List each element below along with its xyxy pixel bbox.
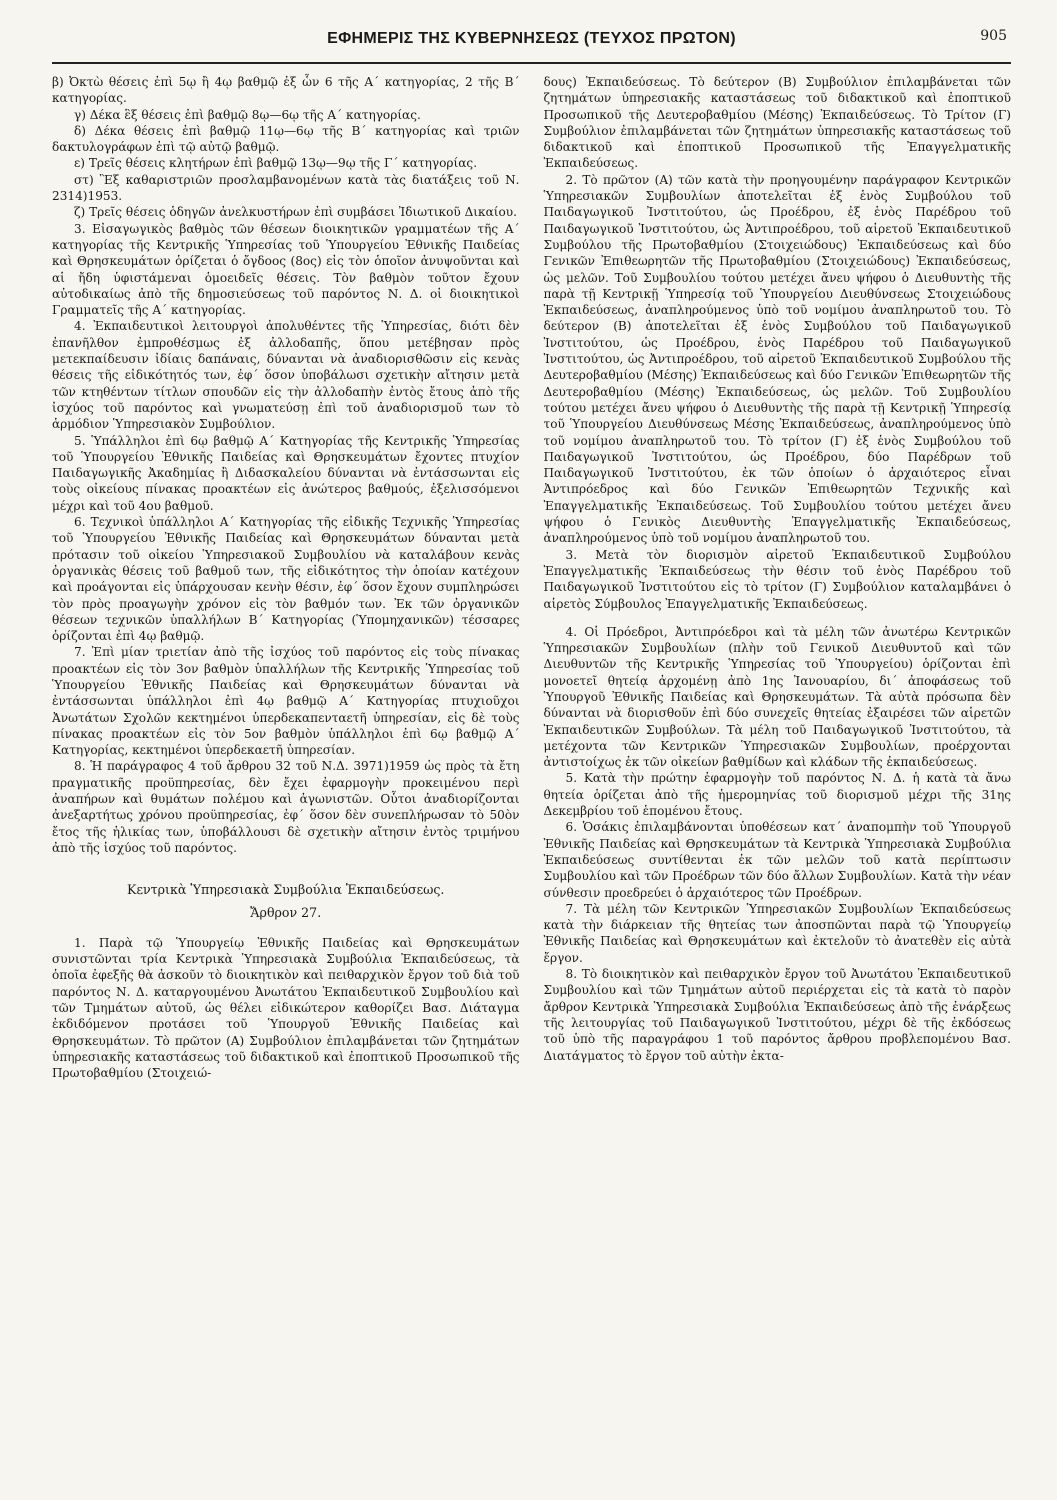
paragraph: 6. Ὁσάκις ἐπιλαμβάνονται ὑποθέσεων κατ΄ ἀναπομπὴν τοῦ Ὑπουργοῦ Ἐθνικῆς Παιδείας καὶ Θρησκευμάτων τὰ Κεντρικὰ Ὑπηρεσιακὰ Συμβούλια Ἐκπαιδεύσεως συντίθενται ἐκ τῶν μελῶν τοῦ κατὰ περίπτωσιν Συμβουλίου καὶ τῶν Προέδρων τῶν δύο ἄλλων Συμβουλίων. Κατὰ τὴν νέαν σύνθεσιν προεδρεύει ὁ ἀρχαιότερος τῶν Προέδρων. (543, 820, 1011, 900)
left-column (52, 74, 520, 1082)
right-column (544, 74, 1012, 1082)
gazette-title: ΕΦΗΜΕΡΙΣ ΤΗΣ ΚΥΒΕΡΝΗΣΕΩΣ (ΤΕΥΧΟΣ ΠΡΩΤΟΝ) (327, 30, 736, 47)
paragraph: στ) Ἓξ καθαριστριῶν προσλαμβανομένων κατὰ τὰς διατάξεις τοῦ Ν. 2314)1953. (52, 172, 520, 204)
page-number: 905 (980, 28, 1007, 44)
paragraph: γ) Δέκα ἓξ θέσεις ἐπὶ βαθμῷ 8ῳ—6ῳ τῆς Α΄ κατηγορίας. (74, 107, 421, 122)
paragraph: 4. Οἱ Πρόεδροι, Ἀντιπρόεδροι καὶ τὰ μέλη τῶν ἀνωτέρω Κεντρικῶν Ὑπηρεσιακῶν Συμβουλίων (πλὴν τοῦ Γενικοῦ Διευθυντοῦ καὶ τῶν Διευθυντῶν τῆς Κεντρικῆς Ὑπηρεσίας τοῦ Ὑπουργείου) ὁρίζονται ἐπὶ μονοετεῖ θητείᾳ ἀρχομένῃ ἀπὸ 1ης Ἰανουαρίου, δι΄ ἀποφάσεως τοῦ Ὑπουργοῦ Ἐθνικῆς Παιδείας καὶ Θρησκευμάτων. Τὰ αὐτὰ πρόσωπα δὲν δύνανται νὰ διορισθοῦν ἐπὶ δύο συνεχεῖς θητείας ἐξαιρέσει τῶν αἱρετῶν Ἐκπαιδευτικῶν Συμβούλων. Τὰ μέλη τοῦ Παιδαγωγικοῦ Ἰνστιτούτου, τὰ μετέχοντα τῶν Κεντρικῶν Ὑπηρεσιακῶν Συμβουλίων, προέρχονται ἀντιστοίχως ἐκ τῶν οἰκείων βαθμίδων καὶ κλάδων τῆς ἐκπαιδεύσεως. (543, 624, 1011, 770)
paragraph: 2. Τὸ πρῶτον (Α) τῶν κατὰ τὴν προηγουμένην παράγραφον Κεντρικῶν Ὑπηρεσιακῶν Συμβουλίων ἀποτελεῖται ἐξ ἑνὸς Συμβούλου τοῦ Παιδαγωγικοῦ Ἰνστιτούτου, ὡς Προέδρου, ἐξ ἑνὸς Παρέδρου τοῦ Παιδαγωγικοῦ Ἰνστιτούτου, ὡς Ἀντιπροέδρου, τοῦ αἱρετοῦ Ἐκπαιδευτικοῦ Συμβούλου τῆς Πρωτοβαθμίου (Στοιχειώδους) Ἐκπαιδεύσεως καὶ δύο Γενικῶν Ἐπιθεωρητῶν τῆς Πρωτοβαθμίου (Στοιχειώδους) Ἐκπαιδεύσεως, ὡς μελῶν. Τοῦ Συμβουλίου τούτου μετέχει ἄνευ ψήφου ὁ Διευθυντὴς τῆς παρὰ τῇ Κεντρικῇ Ὑπηρεσίᾳ τοῦ Ὑπουργείου Διευθύνσεως Στοιχειώδους Ἐκπαιδεύσεως, ἀναπληρούμενος ὑπὸ τοῦ νομίμου ἀναπληρωτοῦ του. Τὸ δεύτερον (Β) ἀποτελεῖται ἐξ ἑνὸς Συμβούλου τοῦ Παιδαγωγικοῦ Ἰνστιτούτου, ὡς Προέδρου, ἑνὸς Παρέδρου τοῦ Παιδαγωγικοῦ Ἰνστιτούτου, ὡς Ἀντιπροέδρου, τοῦ αἱρετοῦ Ἐκπαιδευτικοῦ Συμβούλου τῆς Δευτεροβαθμίου (Μέσης) Ἐκπαιδεύσεως καὶ δύο Γενικῶν Ἐπιθεωρητῶν τῆς Δευτεροβαθμίου (Μέσης) Ἐκπαιδεύσεως, ὡς μελῶν. Τοῦ Συμβουλίου τούτου μετέχει ἄνευ ψήφου ὁ Διευθυντὴς τῆς παρὰ τῇ Κεντρικῇ Ὑπηρεσίᾳ τοῦ Ὑπουργείου Διευθύνσεως Μέσης Ἐκπαιδεύσεως, ἀναπληρούμενος ὑπὸ τοῦ νομίμου ἀναπληρωτοῦ του. Τὸ τρίτον (Γ) ἐξ ἑνὸς Συμβούλου τοῦ Παιδαγωγικοῦ Ἰνστιτούτου, ὡς Προέδρου, δύο Παρέδρων τοῦ Παιδαγωγικοῦ Ἰνστιτούτου, ἐκ τῶν ὁποίων ὁ ἀρχαιότερος εἶναι Ἀντιπρόεδρος καὶ δύο Γενικῶν Ἐπιθεωρητῶν Τεχνικῆς καὶ Ἐπαγγελματικῆς Ἐκπαιδεύσεως. Τοῦ Συμβουλίου τούτου μετέχει ἄνευ ψήφου ὁ Γενικὸς Διευθυντὴς Ἐπαγγελματικῆς Ἐκπαιδεύσεως, ἀναπληρούμενος ὑπὸ τοῦ νομίμου ἀναπληρωτοῦ του. (543, 172, 1011, 546)
paragraph: 5. Ὑπάλληλοι ἐπὶ 6ῳ βαθμῷ Α΄ Κατηγορίας τῆς Κεντρικῆς Ὑπηρεσίας τοῦ Ὑπουργείου Ἐθνικῆς Παιδείας καὶ Θρησκευμάτων ἔχοντες πτυχίον Παιδαγωγικῆς Ἀκαδημίας ἢ Διδασκαλείου δύνανται νὰ ἐντάσσωνται εἰς τοὺς οἰκείους πίνακας προακτέων εἰς ἀνώτερος βαθμούς, ἐξελισσόμενοι μέχρι καὶ τοῦ 4ου βαθμοῦ. (52, 433, 520, 513)
page-header (52, 28, 1011, 54)
paragraph: ε) Τρεῖς θέσεις κλητήρων ἐπὶ βαθμῷ 13ῳ—9ῳ τῆς Γ΄ κατηγορίας. (74, 156, 478, 171)
spacer (544, 612, 1012, 624)
section-heading: Κεντρικὰ Ὑπηρεσιακὰ Συμβούλια Ἐκπαιδεύσεως. (127, 882, 445, 898)
paragraph: δ) Δέκα θέσεις ἐπὶ βαθμῷ 11ῳ—6ῳ τῆς Β΄ κατηγορίας καὶ τριῶν δακτυλογράφων ἐπὶ τῷ αὐτῷ βαθμῷ. (52, 123, 520, 155)
header-rule (52, 62, 1011, 64)
paragraph: 3. Εἰσαγωγικὸς βαθμὸς τῶν θέσεων διοικητικῶν γραμματέων τῆς Α΄ κατηγορίας τῆς Κεντρικῆς Ὑπηρεσίας τοῦ Ὑπουργείου Ἐθνικῆς Παιδείας καὶ Θρησκευμάτων ὁρίζεται ὁ ὄγδοος (8ος) εἰς τὸν ὁποῖον ἀνυψοῦνται καὶ αἱ ἤδη ὑφιστάμεναι ὁμοειδεῖς θέσεις. Τὸν βαθμὸν τοῦτον ἔχουν αὐτοδικαίως ἀπὸ τῆς δημοσιεύσεως τοῦ παρόντος Ν. Δ. οἱ διοικητικοὶ Γραμματεῖς τῆς Α΄ κατηγορίας. (52, 221, 520, 318)
paragraph: 8. Τὸ διοικητικὸν καὶ πειθαρχικὸν ἔργον τοῦ Ἀνωτάτου Ἐκπαιδευτικοῦ Συμβουλίου καὶ τῶν Τμημάτων αὐτοῦ περιέρχεται εἰς τὰ κατὰ τὸ παρὸν ἄρθρον Κεντρικὰ Ὑπηρεσιακὰ Συμβούλια Ἐκπαιδεύσεως ἀπὸ τῆς ἐνάρξεως τῆς λειτουργίας τοῦ Παιδαγωγικοῦ Ἰνστιτούτου, μέχρι δὲ τῆς ἐκδόσεως τοῦ ὑπὸ τῆς παραγράφου 1 τοῦ παρόντος ἄρθρου προβλεπομένου Βασ. Διατάγματος τὸ ἔργον τοῦ αὐτὴν ἐκτα- (543, 967, 1011, 1063)
paragraph: 7. Τὰ μέλη τῶν Κεντρικῶν Ὑπηρεσιακῶν Συμβουλίων Ἐκπαιδεύσεως κατὰ τὴν διάρκειαν τῆς θητείας των ἀποσπῶνται παρὰ τῷ Ὑπουργείῳ Ἐθνικῆς Παιδείας καὶ Θρησκευμάτων καὶ ἐκτελοῦν τὸ ἀνατεθὲν εἰς αὐτὰ ἔργον. (543, 901, 1011, 965)
text-columns (52, 74, 1011, 1082)
paragraph: 8. Ἡ παράγραφος 4 τοῦ ἄρθρου 32 τοῦ Ν.Δ. 3971)1959 ὡς πρὸς τὰ ἔτη πραγματικῆς προϋπηρεσίας, δὲν ἔχει ἐφαρμογὴν προκειμένου περὶ ἀναπήρων καὶ θυμάτων πολέμου καὶ ἀγωνιστῶν. Οὗτοι ἀναδιορίζονται ἀνεξαρτήτως χρόνου προϋπηρεσίας, ἐφ΄ ὅσον δὲν συνεπλήρωσαν τὸ 50ὸν ἔτος τῆς ἡλικίας των, ὑποβάλλουσι δὲ σχετικὴν αἴτησιν ἐντὸς τριμήνου ἀπὸ τῆς ἰσχύος τοῦ παρόντος. (52, 759, 520, 855)
paragraph: 4. Ἐκπαιδευτικοὶ λειτουργοὶ ἀπολυθέντες τῆς Ὑπηρεσίας, διότι δὲν ἐπανῆλθον ἐμπροθέσμως ἐξ ἀλλοδαπῆς, ὅπου μετέβησαν πρὸς μετεκπαίδευσιν ἰδίαις δαπάναις, δύνανται νὰ ἀναδιορισθῶσιν εἰς κενὰς θέσεις τῆς εἰδικότητός των, ἐφ΄ ὅσον ὑποβάλωσι σχετικὴν αἴτησιν μετὰ τῶν κτηθέντων τίτλων σπουδῶν εἰς τὴν ἀλλοδαπὴν ἐντὸς ἔτους ἀπὸ τῆς ἰσχύος τοῦ παρόντος καὶ γνωματεύσῃ ἐπὶ τοῦ ἀναδιορισμοῦ των τὸ ἁρμόδιον Ὑπηρεσιακὸν Συμβούλιον. (52, 319, 520, 432)
paragraph: β) Ὀκτὼ θέσεις ἐπὶ 5ῳ ἢ 4ῳ βαθμῷ ἐξ ὧν 6 τῆς Α΄ κατηγορίας, 2 τῆς Β΄ κατηγορίας. (52, 75, 520, 106)
paragraph: 1. Παρὰ τῷ Ὑπουργείῳ Ἐθνικῆς Παιδείας καὶ Θρησκευμάτων συνιστῶνται τρία Κεντρικὰ Ὑπηρεσιακὰ Συμβούλια Ἐκπαιδεύσεως, τὰ ὁποῖα ἐφεξῆς θὰ ἀσκοῦν τὸ διοικητικὸν καὶ πειθαρχικὸν ἔργον τοῦ διὰ τοῦ παρόντος Ν. Δ. καταργουμένου Ἀνωτάτου Ἐκπαιδευτικοῦ Συμβουλίου καὶ τῶν Τμημάτων αὐτοῦ, ὡς θέλει εἰδικώτερον καθορίζει Βασ. Διάταγμα ἐκδιδόμενον προτάσει τοῦ Ὑπουργοῦ Ἐθνικῆς Παιδείας καὶ Θρησκευμάτων. Τὸ πρῶτον (Α) Συμβούλιον ἐπιλαμβάνεται τῶν ζητημάτων ὑπηρεσιακῆς καταστάσεως τοῦ διδακτικοῦ καὶ ἐποπτικοῦ Προσωπικοῦ τῆς Πρωτοβαθμίου (Στοιχειώ- (52, 935, 520, 1081)
paragraph: 3. Μετὰ τὸν διορισμὸν αἱρετοῦ Ἐκπαιδευτικοῦ Συμβούλου Ἐπαγγελματικῆς Ἐκπαιδεύσεως τὴν θέσιν τοῦ ἑνὸς Παρέδρου τοῦ Παιδαγωγικοῦ Ἰνστιτούτου εἰς τὸ τρίτον (Γ) Συμβούλιον καταλαμβάνει ὁ αἱρετὸς Σύμβουλος Ἐπαγγελματικῆς Ἐκπαιδεύσεως. (543, 547, 1011, 611)
paragraph: δους) Ἐκπαιδεύσεως. Τὸ δεύτερον (Β) Συμβούλιον ἐπιλαμβάνεται τῶν ζητημάτων ὑπηρεσιακῆς καταστάσεως τοῦ διδακτικοῦ καὶ ἐποπτικοῦ Προσωπικοῦ τῆς Δευτεροβαθμίου (Μέσης) Ἐκπαιδεύσεως. Τὸ Τρίτον (Γ) Συμβούλιον ἐπιλαμβάνεται τῶν ζητημάτων ὑπηρεσιακῆς καταστάσεως τοῦ διδακτικοῦ καὶ ἐποπτικοῦ Προσωπικοῦ τῆς Ἐπαγγελματικῆς Ἐκπαιδεύσεως. (543, 75, 1011, 171)
article-number: Ἄρθρον 27. (250, 904, 322, 920)
paragraph: 5. Κατὰ τὴν πρώτην ἐφαρμογὴν τοῦ παρόντος Ν. Δ. ἡ κατὰ τὰ ἄνω θητεία ὁρίζεται ἀπὸ τῆς ἡμερομηνίας τοῦ διορισμοῦ μέχρι τῆς 31ης Δεκεμβρίου τοῦ ἑπομένου ἔτους. (543, 771, 1011, 819)
paragraph: 7. Ἐπὶ μίαν τριετίαν ἀπὸ τῆς ἰσχύος τοῦ παρόντος εἰς τοὺς πίνακας προακτέων εἰς τὸν 3ον βαθμὸν ὑπαλλήλων τῆς Κεντρικῆς Ὑπηρεσίας τοῦ Ὑπουργείου Ἐθνικῆς Παιδείας καὶ Θρησκευμάτων δύνανται νὰ ἐντάσσωνται ὑπάλληλοι ἐπὶ 4ῳ βαθμῷ Α΄ Κατηγορίας πτυχιοῦχοι Ἀνωτάτων Σχολῶν κεκτημένοι ὑπερδεκαπενταετῆ ὑπηρεσίαν, εἰς δὲ τοὺς πίνακας προακτέων εἰς τὸν 5ον βαθμὸν ὑπάλληλοι ἐπὶ 6ῳ βαθμῷ Α΄ Κατηγορίας, κεκτημένοι ὑπερδεκαετῆ ὑπηρεσίαν. (52, 645, 520, 758)
paragraph: 6. Τεχνικοὶ ὑπάλληλοι Α΄ Κατηγορίας τῆς εἰδικῆς Τεχνικῆς Ὑπηρεσίας τοῦ Ὑπουργείου Ἐθνικῆς Παιδείας καὶ Θρησκευμάτων δύνανται μετὰ πρότασιν τοῦ οἰκείου Ὑπηρεσιακοῦ Συμβουλίου νὰ καταλάβουν κενὰς ὀργανικὰς θέσεις τοῦ βαθμοῦ των, τῆς εἰδικότητος τὴν ὁποίαν κατέχουν καὶ προάγονται εἰς ὑπάρχουσαν κενὴν θέσιν, ἐφ΄ ὅσον ἔχουν συμπληρώσει τὸν πρὸς προαγωγὴν χρόνον εἰς τὸν βαθμόν των. Ἐκ τῶν ὀργανικῶν θέσεων τεχνικῶν ὑπαλλήλων Β΄ Κατηγορίας (Ὑπομηχανικῶν) τέσσαρες ὁρίζονται ἐπὶ 4ῳ βαθμῷ. (52, 515, 520, 644)
paragraph: ζ) Τρεῖς θέσεις ὁδηγῶν ἀνελκυστήρων ἐπὶ συμβάσει Ἰδιωτικοῦ Δικαίου. (74, 205, 517, 220)
